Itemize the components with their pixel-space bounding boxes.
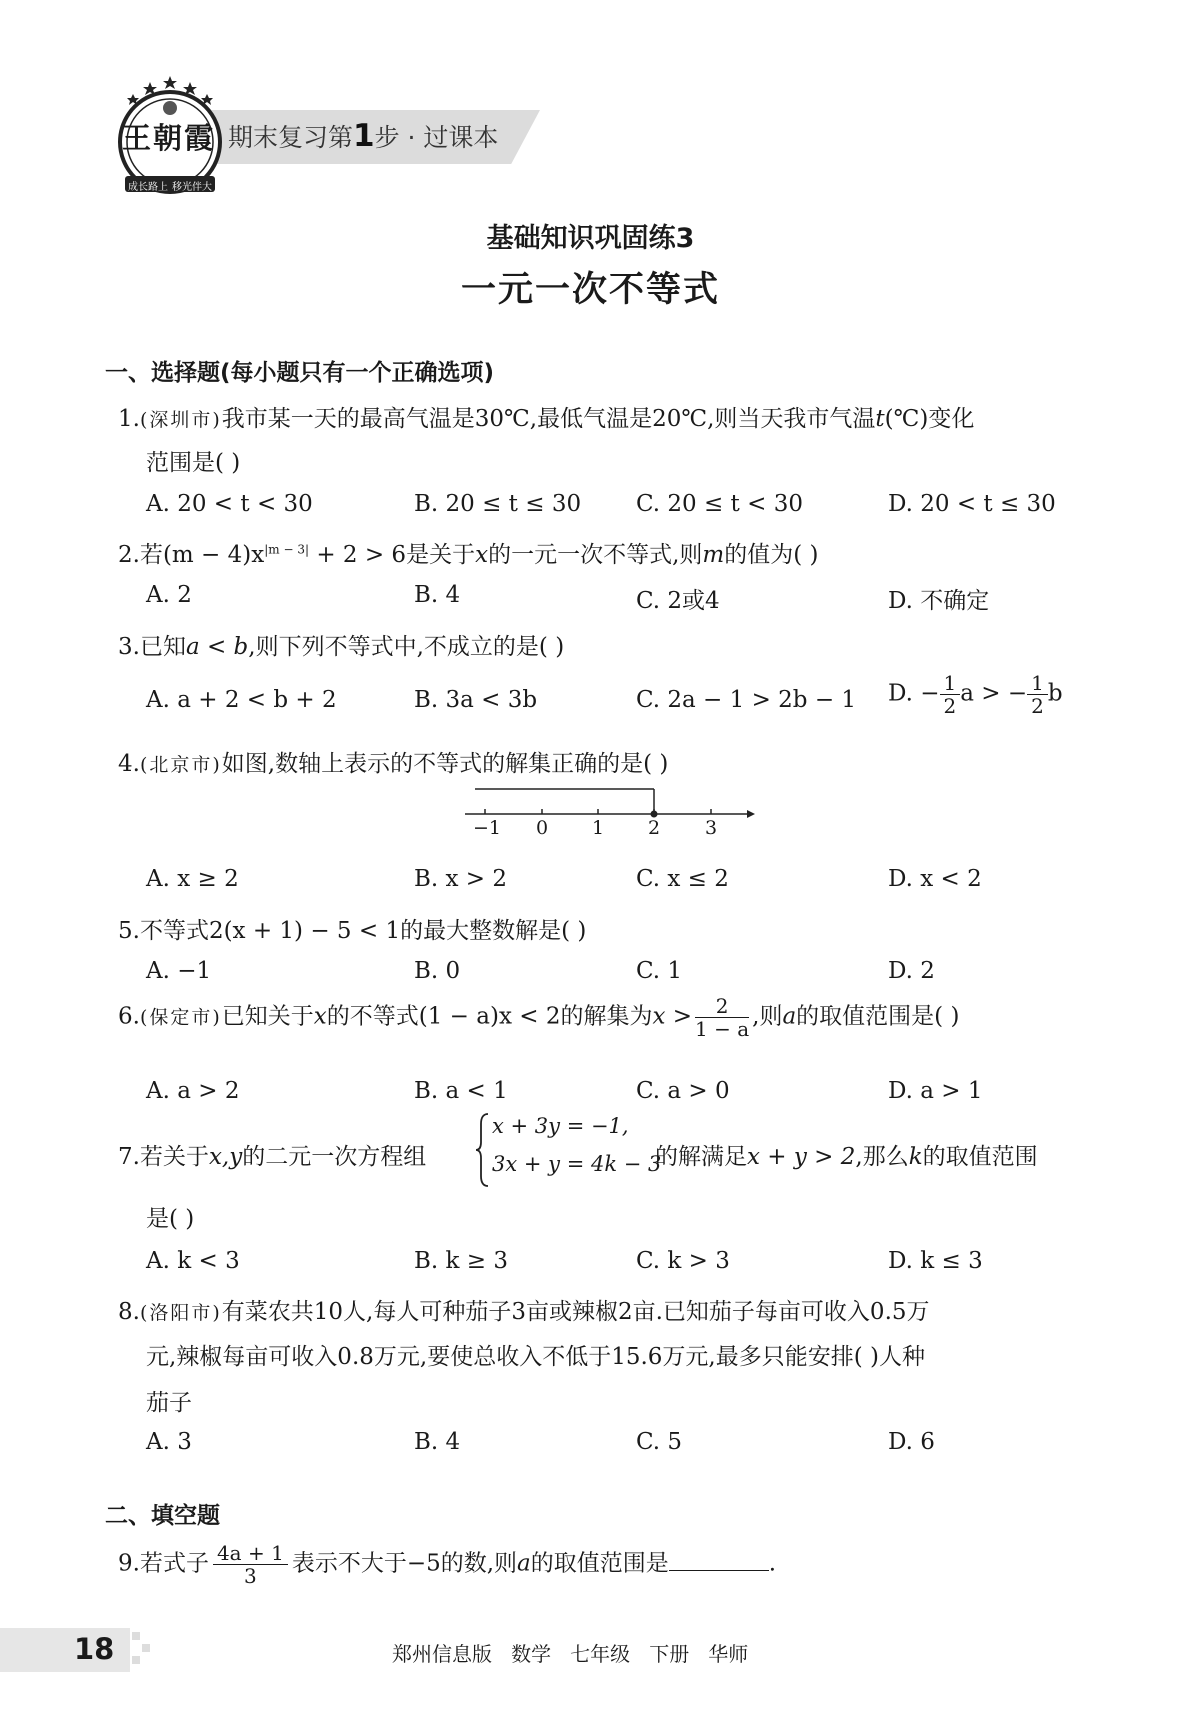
q4-option-d[interactable]: D. x < 2 bbox=[888, 866, 982, 892]
q1-option-d[interactable]: D. 20 < t ≤ 30 bbox=[888, 491, 1056, 517]
q7-option-c[interactable]: C. k > 3 bbox=[636, 1248, 730, 1274]
q3-option-c[interactable]: C. 2a − 1 > 2b − 1 bbox=[636, 687, 857, 713]
question-1: 1.(深圳市)我市某一天的最高气温是30℃,最低气温是20℃,则当天我市气温t(℃)变化 bbox=[118, 406, 975, 432]
q3-option-d[interactable]: D. − $\frac{1}{2}$ a > − $\frac{1}{2}$ b bbox=[888, 671, 1063, 718]
q2-option-a[interactable]: A. 2 bbox=[146, 582, 192, 608]
logo-name: 王朝霞 bbox=[122, 121, 216, 155]
tick-label: 0 bbox=[536, 817, 549, 839]
question-8: 8.(洛阳市)有菜农共10人,每人可种茄子3亩或辣椒2亩.已知茄子每亩可收入0.5万 bbox=[118, 1299, 930, 1325]
question-6: 6.(保定市)已知关于x的不等式(1 − a)x < 2的解集为x > $\frac{2}{1 - a}$ ,则a的取值范围是( ) bbox=[118, 994, 960, 1041]
question-7-line2: 是( ) bbox=[146, 1206, 195, 1232]
q8-option-a[interactable]: A. 3 bbox=[146, 1429, 192, 1455]
page-number: 18 bbox=[74, 1632, 115, 1666]
q4-option-a[interactable]: A. x ≥ 2 bbox=[146, 866, 239, 892]
q3-option-b[interactable]: B. 3a < 3b bbox=[414, 687, 538, 713]
q8-option-b[interactable]: B. 4 bbox=[414, 1429, 461, 1455]
footer-squares bbox=[132, 1632, 152, 1668]
tick-label: −1 bbox=[473, 817, 502, 839]
tick-label: 3 bbox=[705, 817, 718, 839]
q2-option-d[interactable]: D. 不确定 bbox=[888, 588, 990, 614]
q5-option-d[interactable]: D. 2 bbox=[888, 958, 935, 984]
q6-option-c[interactable]: C. a > 0 bbox=[636, 1078, 730, 1104]
q4-option-c[interactable]: C. x ≤ 2 bbox=[636, 866, 729, 892]
question-4: 4.(北京市)如图,数轴上表示的不等式的解集正确的是( ) bbox=[118, 751, 669, 777]
equation-1: x + 3y = −1, bbox=[492, 1114, 629, 1138]
section-heading-fill-blank: 二、填空题 bbox=[105, 1503, 220, 1529]
answer-blank[interactable] bbox=[669, 1550, 769, 1571]
logo-tag-right: 移光伴大 bbox=[172, 182, 212, 193]
question-5: 5.不等式2(x + 1) − 5 < 1的最大整数解是( ) bbox=[118, 918, 587, 944]
q4-option-b[interactable]: B. x > 2 bbox=[414, 866, 508, 892]
q5-option-a[interactable]: A. −1 bbox=[146, 958, 212, 984]
question-2: 2.若$(m - 4)x^{|m - 3|} + 2 > 6$是关于x的一元一次不等式,则m的值为( ) bbox=[118, 542, 819, 568]
q5-option-c[interactable]: C. 1 bbox=[636, 958, 683, 984]
q2-option-b[interactable]: B. 4 bbox=[414, 582, 461, 608]
q8-option-c[interactable]: C. 5 bbox=[636, 1429, 683, 1455]
q7-option-b[interactable]: B. k ≥ 3 bbox=[414, 1248, 508, 1274]
banner-text: 期末复习第1步 · 过课本 bbox=[228, 118, 499, 154]
q3-option-a[interactable]: A. a + 2 < b + 2 bbox=[146, 687, 337, 713]
page-title: 一元一次不等式 bbox=[460, 270, 720, 310]
section-heading-choice: 一、选择题(每小题只有一个正确选项) bbox=[105, 360, 495, 386]
q7-option-a[interactable]: A. k < 3 bbox=[146, 1248, 240, 1274]
q7-option-d[interactable]: D. k ≤ 3 bbox=[888, 1248, 983, 1274]
question-8-line2: 元,辣椒每亩可收入0.8万元,要使总收入不低于15.6万元,最多只能安排( )人种 bbox=[146, 1344, 925, 1370]
q1-option-c[interactable]: C. 20 ≤ t < 30 bbox=[636, 491, 803, 517]
q6-option-b[interactable]: B. a < 1 bbox=[414, 1078, 508, 1104]
tick-label: 2 bbox=[648, 817, 661, 839]
question-3: 3.已知a < b,则下列不等式中,不成立的是( ) bbox=[118, 634, 565, 660]
q2-option-c[interactable]: C. 2或4 bbox=[636, 588, 720, 614]
question-7: 7.若关于x,y的二元一次方程组 bbox=[118, 1144, 427, 1170]
q5-option-b[interactable]: B. 0 bbox=[414, 958, 461, 984]
q1-option-b[interactable]: B. 20 ≤ t ≤ 30 bbox=[414, 491, 582, 517]
question-7-tail: 的解满足x + y > 2,那么k的取值范围 bbox=[655, 1144, 1038, 1170]
tick-label: 1 bbox=[592, 817, 605, 839]
logo-tag-left: 成长路上 bbox=[128, 182, 168, 193]
q1-option-a[interactable]: A. 20 < t < 30 bbox=[146, 491, 313, 517]
equation-2: 3x + y = 4k − 3 bbox=[492, 1152, 662, 1176]
equation-system-brace bbox=[476, 1112, 490, 1188]
q8-option-d[interactable]: D. 6 bbox=[888, 1429, 935, 1455]
footer-info: 郑州信息版 数学 七年级 下册 华师 bbox=[392, 1642, 749, 1666]
question-8-line3: 茄子 bbox=[146, 1390, 192, 1416]
question-1-line2: 范围是( ) bbox=[146, 450, 241, 476]
page-subtitle: 基础知识巩固练3 bbox=[486, 223, 695, 254]
question-9: 9.若式子 $\frac{4a + 1}{3}$ 表示不大于−5的数,则a的取值范围是 . bbox=[118, 1541, 777, 1588]
q6-option-d[interactable]: D. a > 1 bbox=[888, 1078, 983, 1104]
q6-option-a[interactable]: A. a > 2 bbox=[146, 1078, 240, 1104]
